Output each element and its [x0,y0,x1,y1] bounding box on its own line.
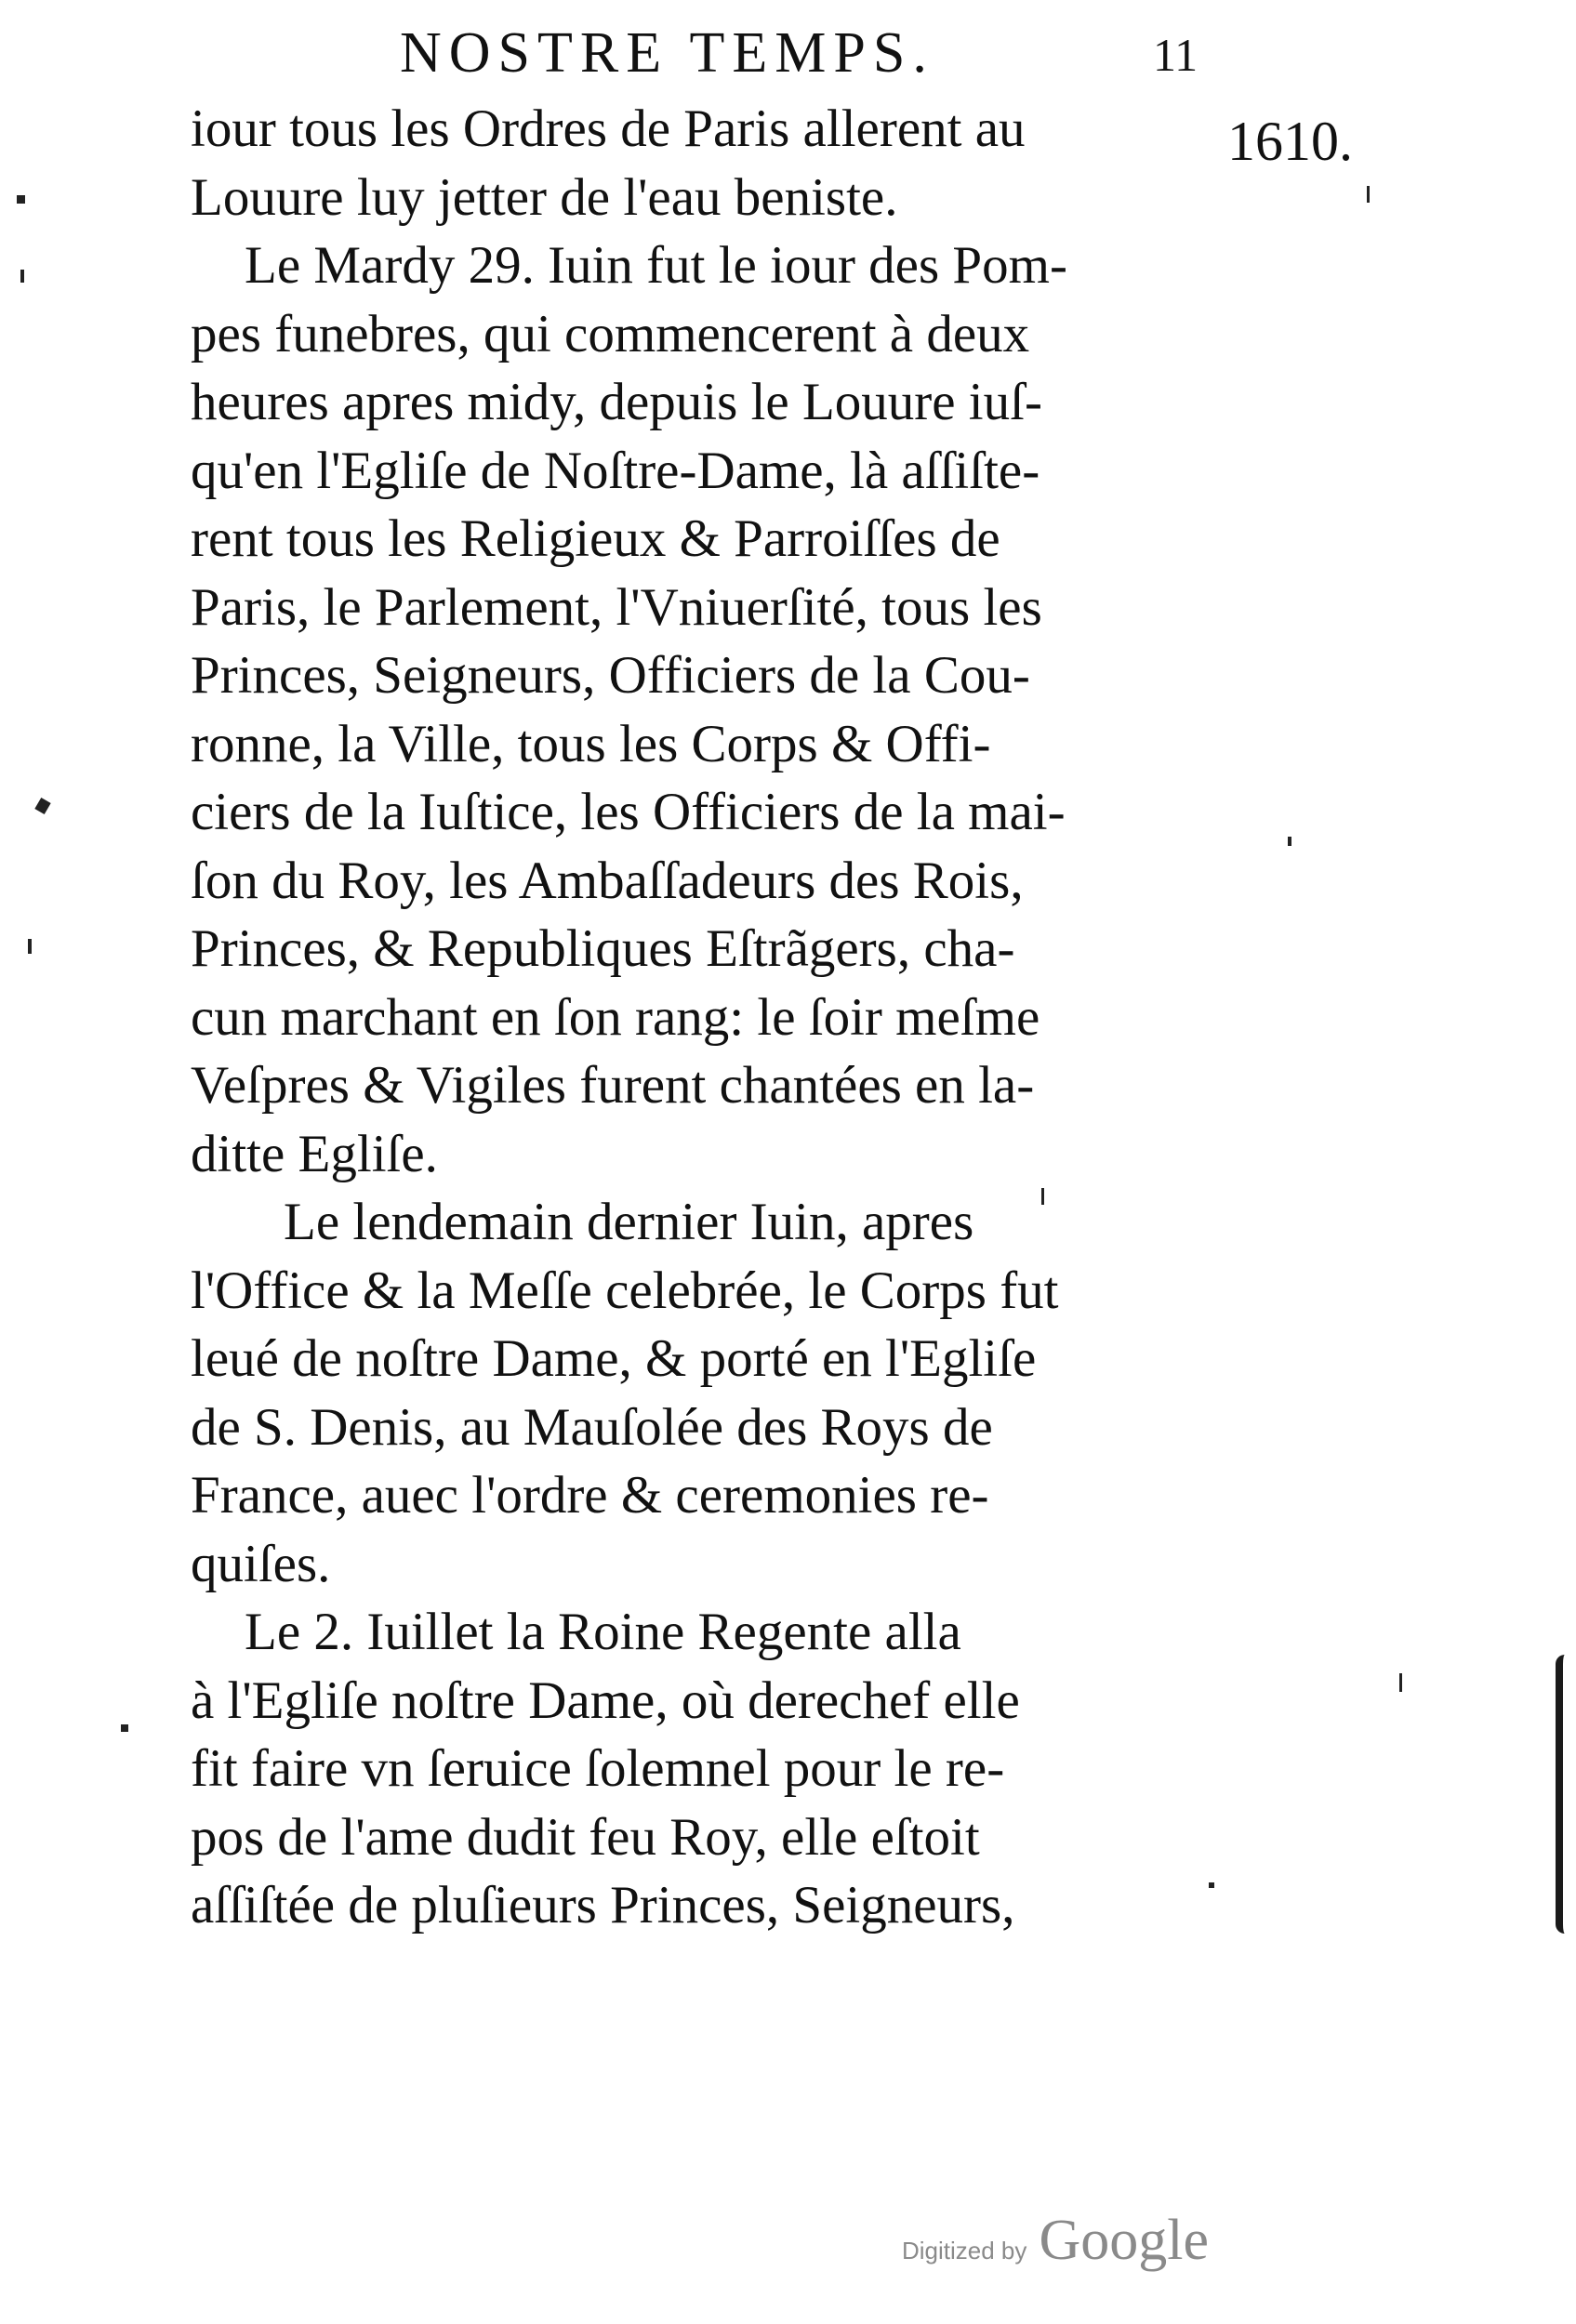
text-line: aſſiſtée de pluſieurs Princes, Seigneurs, [191,1876,1015,1934]
text-line: Paris, le Parlement, l'Vniuerſité, tous les [191,577,1042,637]
text-line: qu'en l'Egliſe de Noſtre-Dame, là aſſiſte- [191,441,1040,500]
text-line: Le lendemain dernier Iuin, apres [284,1193,974,1251]
text-line: Princes, Seigneurs, Officiers de la Cou- [191,646,1030,705]
text-line: France, auec l'ordre & ceremonies re- [191,1466,989,1525]
margin-speck [1209,1882,1214,1888]
margin-speck [1399,1673,1402,1692]
text-line: ciers de la Iuſtice, les Officiers de la mai- [191,783,1066,841]
text-line: de S. Denis, au Mauſolée des Roys de [191,1397,993,1457]
text-line: rent tous les Religieux & Parroiſſes de [191,509,1000,568]
digitized-watermark [902,2208,1209,2291]
margin-speck [1288,837,1291,846]
text-line: quiſes. [191,1534,331,1593]
text-line: l'Office & la Meſſe celebrée, le Corps fut [191,1261,1059,1320]
text-line: pos de l'ame dudit feu Roy, elle eſtoit [191,1807,980,1867]
paragraph-2 [191,231,1213,1188]
text-line: cun marchant en ſon rang: le ſoir meſme [191,987,1040,1047]
text-line: ronne, la Ville, tous les Corps & Offi- [191,714,991,773]
page-header [177,20,1255,95]
margin-speck [1367,186,1370,203]
page-number: 11 [1153,29,1199,81]
margin-year-note: 1610. [1227,111,1353,172]
margin-speck [17,195,25,204]
text-line: ditte Egliſe. [191,1124,438,1183]
running-title: NOSTRE TEMPS. [400,21,934,85]
text-line: Veſpres & Vigiles furent chantées en la- [191,1056,1035,1115]
text-line: à l'Egliſe noſtre Dame, où derechef elle [191,1670,1020,1730]
watermark-prefix: Digitized by [902,2237,1027,2265]
paragraph-4 [191,1598,1213,1940]
text-line: Le Mardy 29. Iuin fut le iour des Pom- [245,236,1067,295]
body-text [191,95,1213,1940]
text-line: pes funebres, qui commencerent à deux [191,304,1030,363]
text-line: ſon du Roy, les Ambaſſadeurs des Rois, [191,851,1024,910]
paragraph-3 [191,1188,1213,1598]
text-line: heures apres midy, depuis le Louure iuſ- [191,373,1042,431]
paragraph-1 [191,95,1213,231]
margin-speck [34,798,50,814]
text-line: leué de noſtre Dame, & porté en l'Egliſe [191,1329,1037,1388]
margin-speck [1041,1188,1044,1205]
margin-speck [121,1724,128,1732]
text-line: Le 2. Iuillet la Roine Regente alla [245,1603,961,1661]
google-logo: Google [1039,2209,1210,2272]
margin-speck [28,939,32,954]
text-line: Princes, & Republiques Eſtrãgers, cha- [191,919,1015,978]
margin-speck [20,270,24,283]
text-line: Louure luy jetter de l'eau beniste. [191,167,898,227]
text-line: iour tous les Ordres de Paris allerent au [191,99,1026,158]
text-line: fit faire vn ſeruice ſolemnel pour le re- [191,1739,1005,1798]
page-edge-shadow [1556,1655,1576,1934]
